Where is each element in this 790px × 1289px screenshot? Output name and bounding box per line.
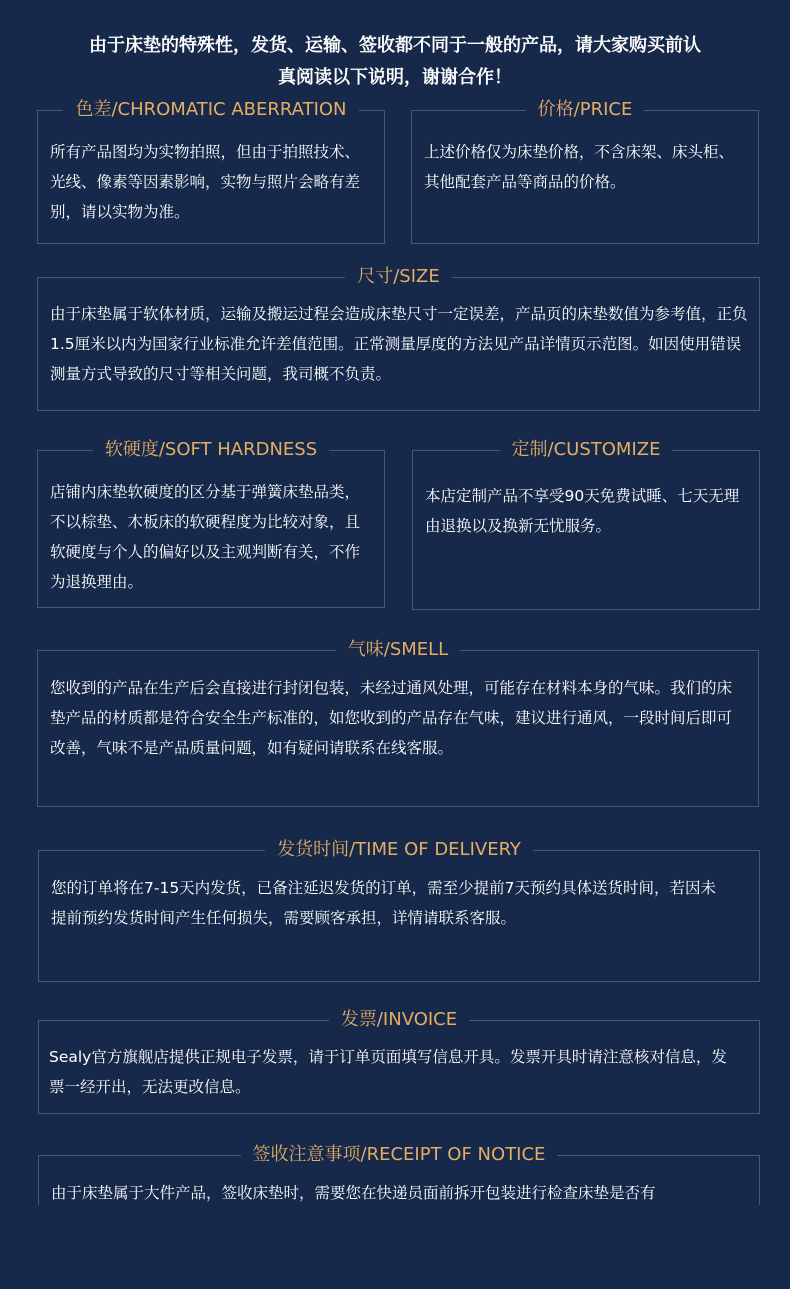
- section-delivery-body: 您的订单将在7-15天内发货，已备注延迟发货的订单，需至少提前7天预约具体送货时间，若因未提前预约发货时间产生任何损失，需要顾客承担，详情请联系客服。: [51, 879, 717, 927]
- section-delivery: [38, 839, 760, 982]
- section-invoice: [38, 1009, 760, 1114]
- section-receipt-title: 签收注意事项/RECEIPT OF NOTICE: [241, 1143, 558, 1167]
- bottom-fill: [0, 1205, 790, 1289]
- section-receipt-body: 由于床垫属于大件产品，签收床垫时，需要您在快递员面前拆开包装进行检查床垫是否有: [51, 1184, 656, 1202]
- section-chromatic-body: 所有产品图均为实物拍照，但由于拍照技术、光线、像素等因素影响，实物与照片会略有差别，请以实物为准。: [50, 143, 361, 221]
- section-price: [411, 99, 759, 244]
- section-price-body: 上述价格仅为床垫价格，不含床架、床头柜、其他配套产品等商品的价格。: [424, 143, 735, 191]
- section-hardness-title: 软硬度/SOFT HARDNESS: [93, 438, 329, 462]
- section-chromatic-title: 色差/CHROMATIC ABERRATION: [63, 98, 358, 122]
- section-hardness-body: 店铺内床垫软硬度的区分基于弹簧床垫品类，不以棕垫、木板床的软硬程度为比较对象，且软硬度与个人的偏好以及主观判断有关，不作为退换理由。: [50, 483, 361, 591]
- intro-text: [40, 30, 750, 94]
- section-size-body: 由于床垫属于软体材质，运输及搬运过程会造成床垫尺寸一定误差，产品页的床垫数值为参考值，正负1.5厘米以内为国家行业标准允许差值范围。正常测量厚度的方法见产品详情页示范图。如因使用错误测量方式导致的尺寸等相关问题，我司概不负责。: [50, 305, 748, 383]
- intro-line-2: 真阅读以下说明，谢谢合作！: [278, 67, 512, 88]
- section-customize-title: 定制/CUSTOMIZE: [500, 438, 673, 462]
- section-smell-title: 气味/SMELL: [336, 638, 460, 662]
- section-delivery-title: 发货时间/TIME OF DELIVERY: [265, 838, 533, 862]
- intro-line-1: 由于床垫的特殊性，发货、运输、签收都不同于一般的产品，请大家购买前认: [89, 35, 701, 56]
- section-customize: [412, 439, 760, 610]
- section-smell: [37, 639, 759, 807]
- section-size: [37, 266, 760, 411]
- section-invoice-body: Sealy官方旗舰店提供正规电子发票，请于订单页面填写信息开具。发票开具时请注意核对信息，发票一经开出，无法更改信息。: [49, 1048, 727, 1096]
- section-chromatic: [37, 99, 385, 244]
- section-smell-body: 您收到的产品在生产后会直接进行封闭包装，未经过通风处理，可能存在材料本身的气味。我们的床垫产品的材质都是符合安全生产标准的，如您收到的产品存在气味，建议进行通风，一段时间后即可改善，气味不是产品质量问题，如有疑问请联系在线客服。: [50, 679, 733, 757]
- section-price-title: 价格/PRICE: [526, 98, 645, 122]
- section-size-title: 尺寸/SIZE: [345, 265, 452, 289]
- section-hardness: [37, 439, 385, 608]
- section-invoice-title: 发票/INVOICE: [329, 1008, 469, 1032]
- section-customize-body: 本店定制产品不享受90天免费试睡、七天无理由退换以及换新无忧服务。: [425, 487, 740, 535]
